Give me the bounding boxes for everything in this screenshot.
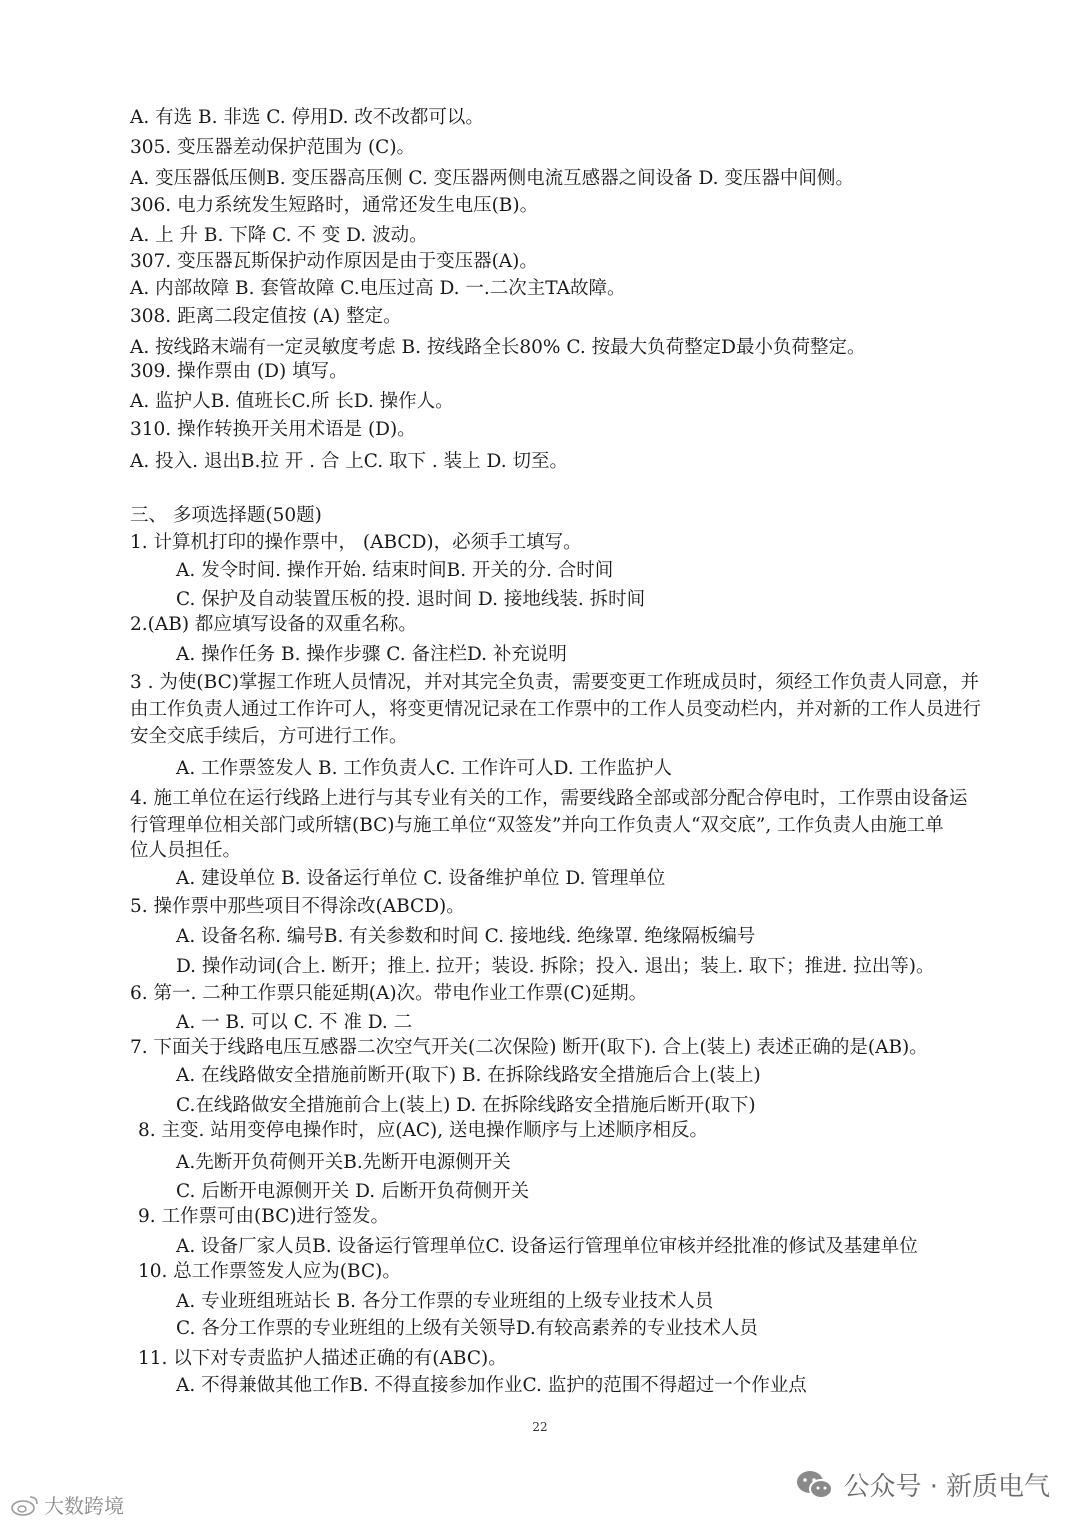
question-4: 4. 施工单位在运行线路上进行与其专业有关的工作，需要线路全部或部分配合停电时，工作票由设备运 [130, 788, 968, 809]
question-5: 5. 操作票中那些项目不得涂改(ABCD)。 [130, 896, 465, 917]
answer-options: A. 设备名称. 编号B. 有关参数和时间 C. 接地线. 绝缘罩. 绝缘隔板编号 [176, 926, 756, 947]
answer-options: A. 变压器低压侧B. 变压器高压侧 C. 变压器两侧电流互感器之间设备 D. 变压器中间侧。 [130, 168, 854, 189]
question-11: 11. 以下对专责监护人描述正确的有(ABC)。 [138, 1348, 507, 1369]
answer-options: A. 操作任务 B. 操作步骤 C. 备注栏D. 补充说明 [176, 644, 567, 665]
answer-options: C. 后断开电源侧开关 D. 后断开负荷侧开关 [176, 1181, 530, 1202]
question-3: 3 . 为使(BC)掌握工作班人员情况，并对其完全负责，需要变更工作班成员时，须经工作负责人同意，并 [130, 672, 979, 693]
watermark-name: 新质电气 [945, 1472, 1050, 1502]
question-8: 8. 主变. 站用变停电操作时，应(AC), 送电操作顺序与上述顺序相反。 [138, 1120, 709, 1141]
watermark-prefix: 公众号 · [843, 1472, 938, 1502]
corner-watermark-text: 大数跨境 [44, 1494, 124, 1518]
answer-options: A.先断开负荷侧开关B.先断开电源侧开关 [176, 1152, 511, 1173]
answer-options: A. 设备厂家人员B. 设备运行管理单位C. 设备运行管理单位审核并经批准的修试及基建单位 [176, 1236, 918, 1257]
answer-options: A. 监护人B. 值班长C.所 长D. 操作人。 [130, 391, 454, 412]
question-4-continued: 位人员担任。 [130, 840, 242, 861]
question-6: 6. 第一. 二种工作票只能延期(A)次。带电作业工作票(C)延期。 [130, 983, 648, 1004]
question-305: 305. 变压器差动保护范围为 (C)。 [130, 137, 416, 158]
text-line: A. 有选 B. 非选 C. 停用D. 改不改都可以。 [130, 107, 484, 128]
answer-options: A. 不得兼做其他工作B. 不得直接参加作业C. 监护的范围不得超过一个作业点 [176, 1375, 807, 1396]
weibo-icon [10, 1493, 40, 1517]
answer-options: A. 专业班组班站长 B. 各分工作票的专业班组的上级专业技术人员 [176, 1291, 714, 1312]
answer-options: A. 内部故障 B. 套管故障 C.电压过高 D. 一.二次主TA故障。 [130, 278, 626, 299]
question-7: 7. 下面关于线路电压互感器二次空气开关(二次保险) 断开(取下). 合上(装上) 表述正确的是(AB)。 [130, 1037, 928, 1058]
answer-options: D. 操作动词(合上. 断开；推上. 拉开；装设. 拆除；投入. 退出；装上. 取下；推进. 拉出等)。 [176, 956, 935, 977]
question-10: 10. 总工作票签发人应为(BC)。 [138, 1261, 401, 1282]
answer-options: A. 按线路末端有一定灵敏度考虑 B. 按线路全长80% C. 按最大负荷整定D最小负荷整定。 [130, 337, 866, 358]
answer-options: C. 各分工作票的专业班组的上级有关领导D.有较高素养的专业技术人员 [176, 1318, 758, 1339]
answer-options: A. 工作票签发人 B. 工作负责人C. 工作许可人D. 工作监护人 [176, 758, 673, 779]
section-heading: 三、 多项选择题(50题) [130, 505, 322, 526]
corner-watermark [10, 1490, 124, 1519]
answer-options: A. 投入. 退出B.拉 开 . 合 上C. 取下 . 装上 D. 切至。 [130, 451, 568, 472]
question-307: 307. 变压器瓦斯保护动作原因是由于变压器(A)。 [130, 251, 538, 272]
question-3-continued: 由工作负责人通过工作许可人，将变更情况记录在工作票中的工作人员变动栏内，并对新的工作人员进行 [130, 699, 982, 720]
question-306: 306. 电力系统发生短路时，通常还发生电压(B)。 [130, 195, 539, 216]
answer-options: A. 一 B. 可以 C. 不 准 D. 二 [176, 1012, 413, 1033]
question-1: 1. 计算机打印的操作票中， (ABCD)，必须手工填写。 [130, 532, 582, 553]
question-9: 9. 工作票可由(BC)进行签发。 [138, 1206, 390, 1227]
answer-options: A. 上 升 B. 下降 C. 不 变 D. 波动。 [130, 225, 428, 246]
question-310: 310. 操作转换开关用术语是 (D)。 [130, 419, 416, 440]
question-3-continued: 安全交底手续后，方可进行工作。 [130, 726, 408, 747]
question-2: 2.(AB) 都应填写设备的双重名称。 [130, 614, 417, 635]
question-4-continued: 行管理单位相关部门或所辖(BC)与施工单位“双签发”并向工作负责人“双交底”, 工作负责人由施工单 [130, 815, 944, 836]
page-number: 22 [532, 1420, 548, 1434]
wechat-icon [795, 1469, 835, 1501]
question-309: 309. 操作票由 (D) 填写。 [130, 361, 348, 382]
answer-options: C.在线路做安全措施前合上(装上) D. 在拆除线路安全措施后断开(取下) [176, 1095, 756, 1116]
answer-options: A. 建设单位 B. 设备运行单位 C. 设备维护单位 D. 管理单位 [176, 868, 666, 889]
answer-options: A. 发令时间. 操作开始. 结束时间B. 开关的分. 合时间 [176, 560, 614, 581]
answer-options: A. 在线路做安全措施前断开(取下) B. 在拆除线路安全措施后合上(装上) [176, 1065, 761, 1086]
wechat-watermark [795, 1466, 1050, 1503]
answer-options: C. 保护及自动装置压板的投. 退时间 D. 接地线装. 拆时间 [176, 589, 646, 610]
question-308: 308. 距离二段定值按 (A) 整定。 [130, 306, 402, 327]
